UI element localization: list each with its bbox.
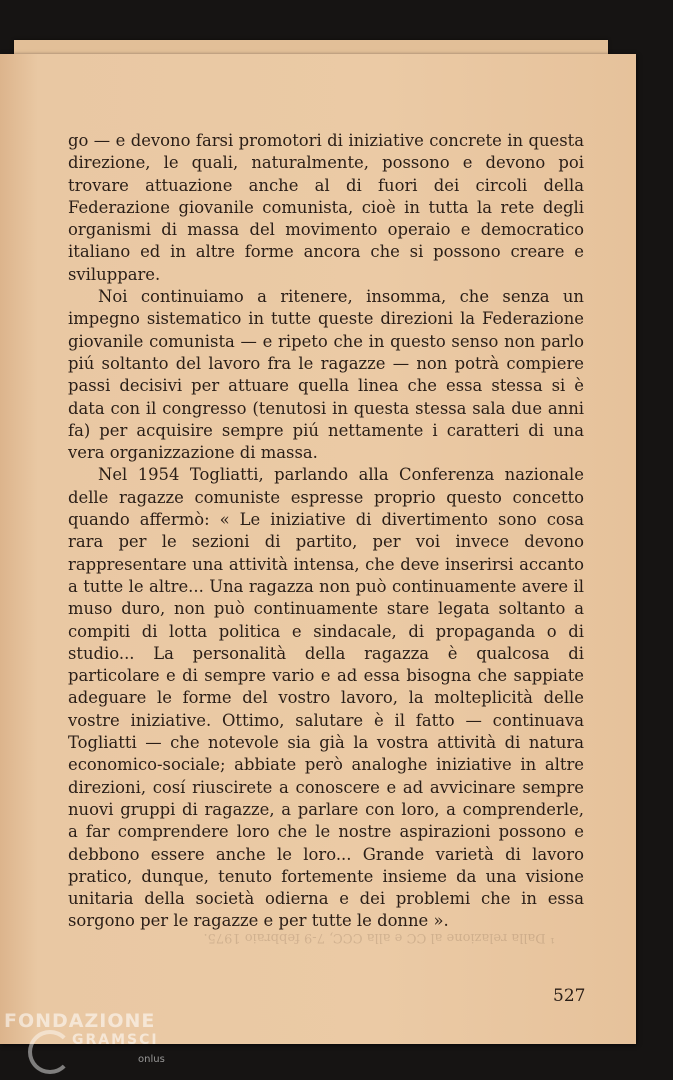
- watermark-line3: onlus: [138, 1054, 165, 1065]
- bleed-through-footnote: ¹ Dalla relazione al CC e alla CCC, 7-9 febbraio 1975.: [203, 930, 555, 945]
- paragraph-2: Noi continuiamo a ritenere, insomma, che senza un impegno sistematico in tutte queste direzioni la Federazione giovanile comunista — e ripeto che in questo senso non parlo piú soltanto del lavoro fra le ragazze — non potrà compiere passi decisivi per attuare quella linea che essa stessa si è data con il congresso (tenutosi in questa stessa sala due anni fa) per acquisire sempre piú nettamente i caratteri di una vera organizzazione di massa.: [68, 287, 584, 463]
- fondazione-gramsci-watermark: [4, 1010, 194, 1076]
- watermark-line2: GRAMSCI: [72, 1032, 159, 1048]
- page-number: 527: [553, 986, 586, 1006]
- body-text: [68, 130, 584, 933]
- paragraph-3: Nel 1954 Togliatti, parlando alla Conferenza nazionale delle ragazze comuniste espresse proprio questo concetto quando affermò: « Le iniziative di divertimento sono cosa rara per le sezioni di partito, per voi invece devono rappresentare una attività intensa, che deve inserirsi accanto a tutte le altre... Una ragazza non può continuamente avere il muso duro, non può continuamente stare legata soltanto a compiti di lotta politica e sindacale, di propaganda o di studio... La personalità della ragazza è qualcosa di particolare e di sempre vario e ad essa bisogna che sappiate adeguare le forme del vostro lavoro, la molteplicità delle vostre iniziative. Ottimo, salutare è il fatto — continuava Togliatti — che notevole sia già la vostra attività di natura economico-sociale; abbiate però analoghe iniziative in altre direzioni, cosí riuscirete a conoscere e ad avvicinare sempre nuovi gruppi di ragazze, a parlare con loro, a comprenderle, a far comprendere loro che le nostre aspirazioni possono e debbono essere anche le loro... Grande varietà di lavoro pratico, dunque, tenuto fortemente insieme da una visione unitaria della società odierna e dei problemi che in essa sorgono per le ragazze e per tutte le donne ».: [68, 465, 584, 931]
- gramsci-logo-icon: [28, 1030, 72, 1074]
- paragraph-1: go — e devono farsi promotori di iniziative concrete in questa direzione, le quali, naturalmente, possono e devono poi trovare attuazione anche al di fuori dei circoli della Federazione giovanile comunista, cioè in tutta la rete degli organismi di massa del movimento operaio e democratico italiano ed in altre forme ancora che si possono creare e sviluppare.: [68, 131, 584, 284]
- watermark-line1: FONDAZIONE: [4, 1010, 156, 1032]
